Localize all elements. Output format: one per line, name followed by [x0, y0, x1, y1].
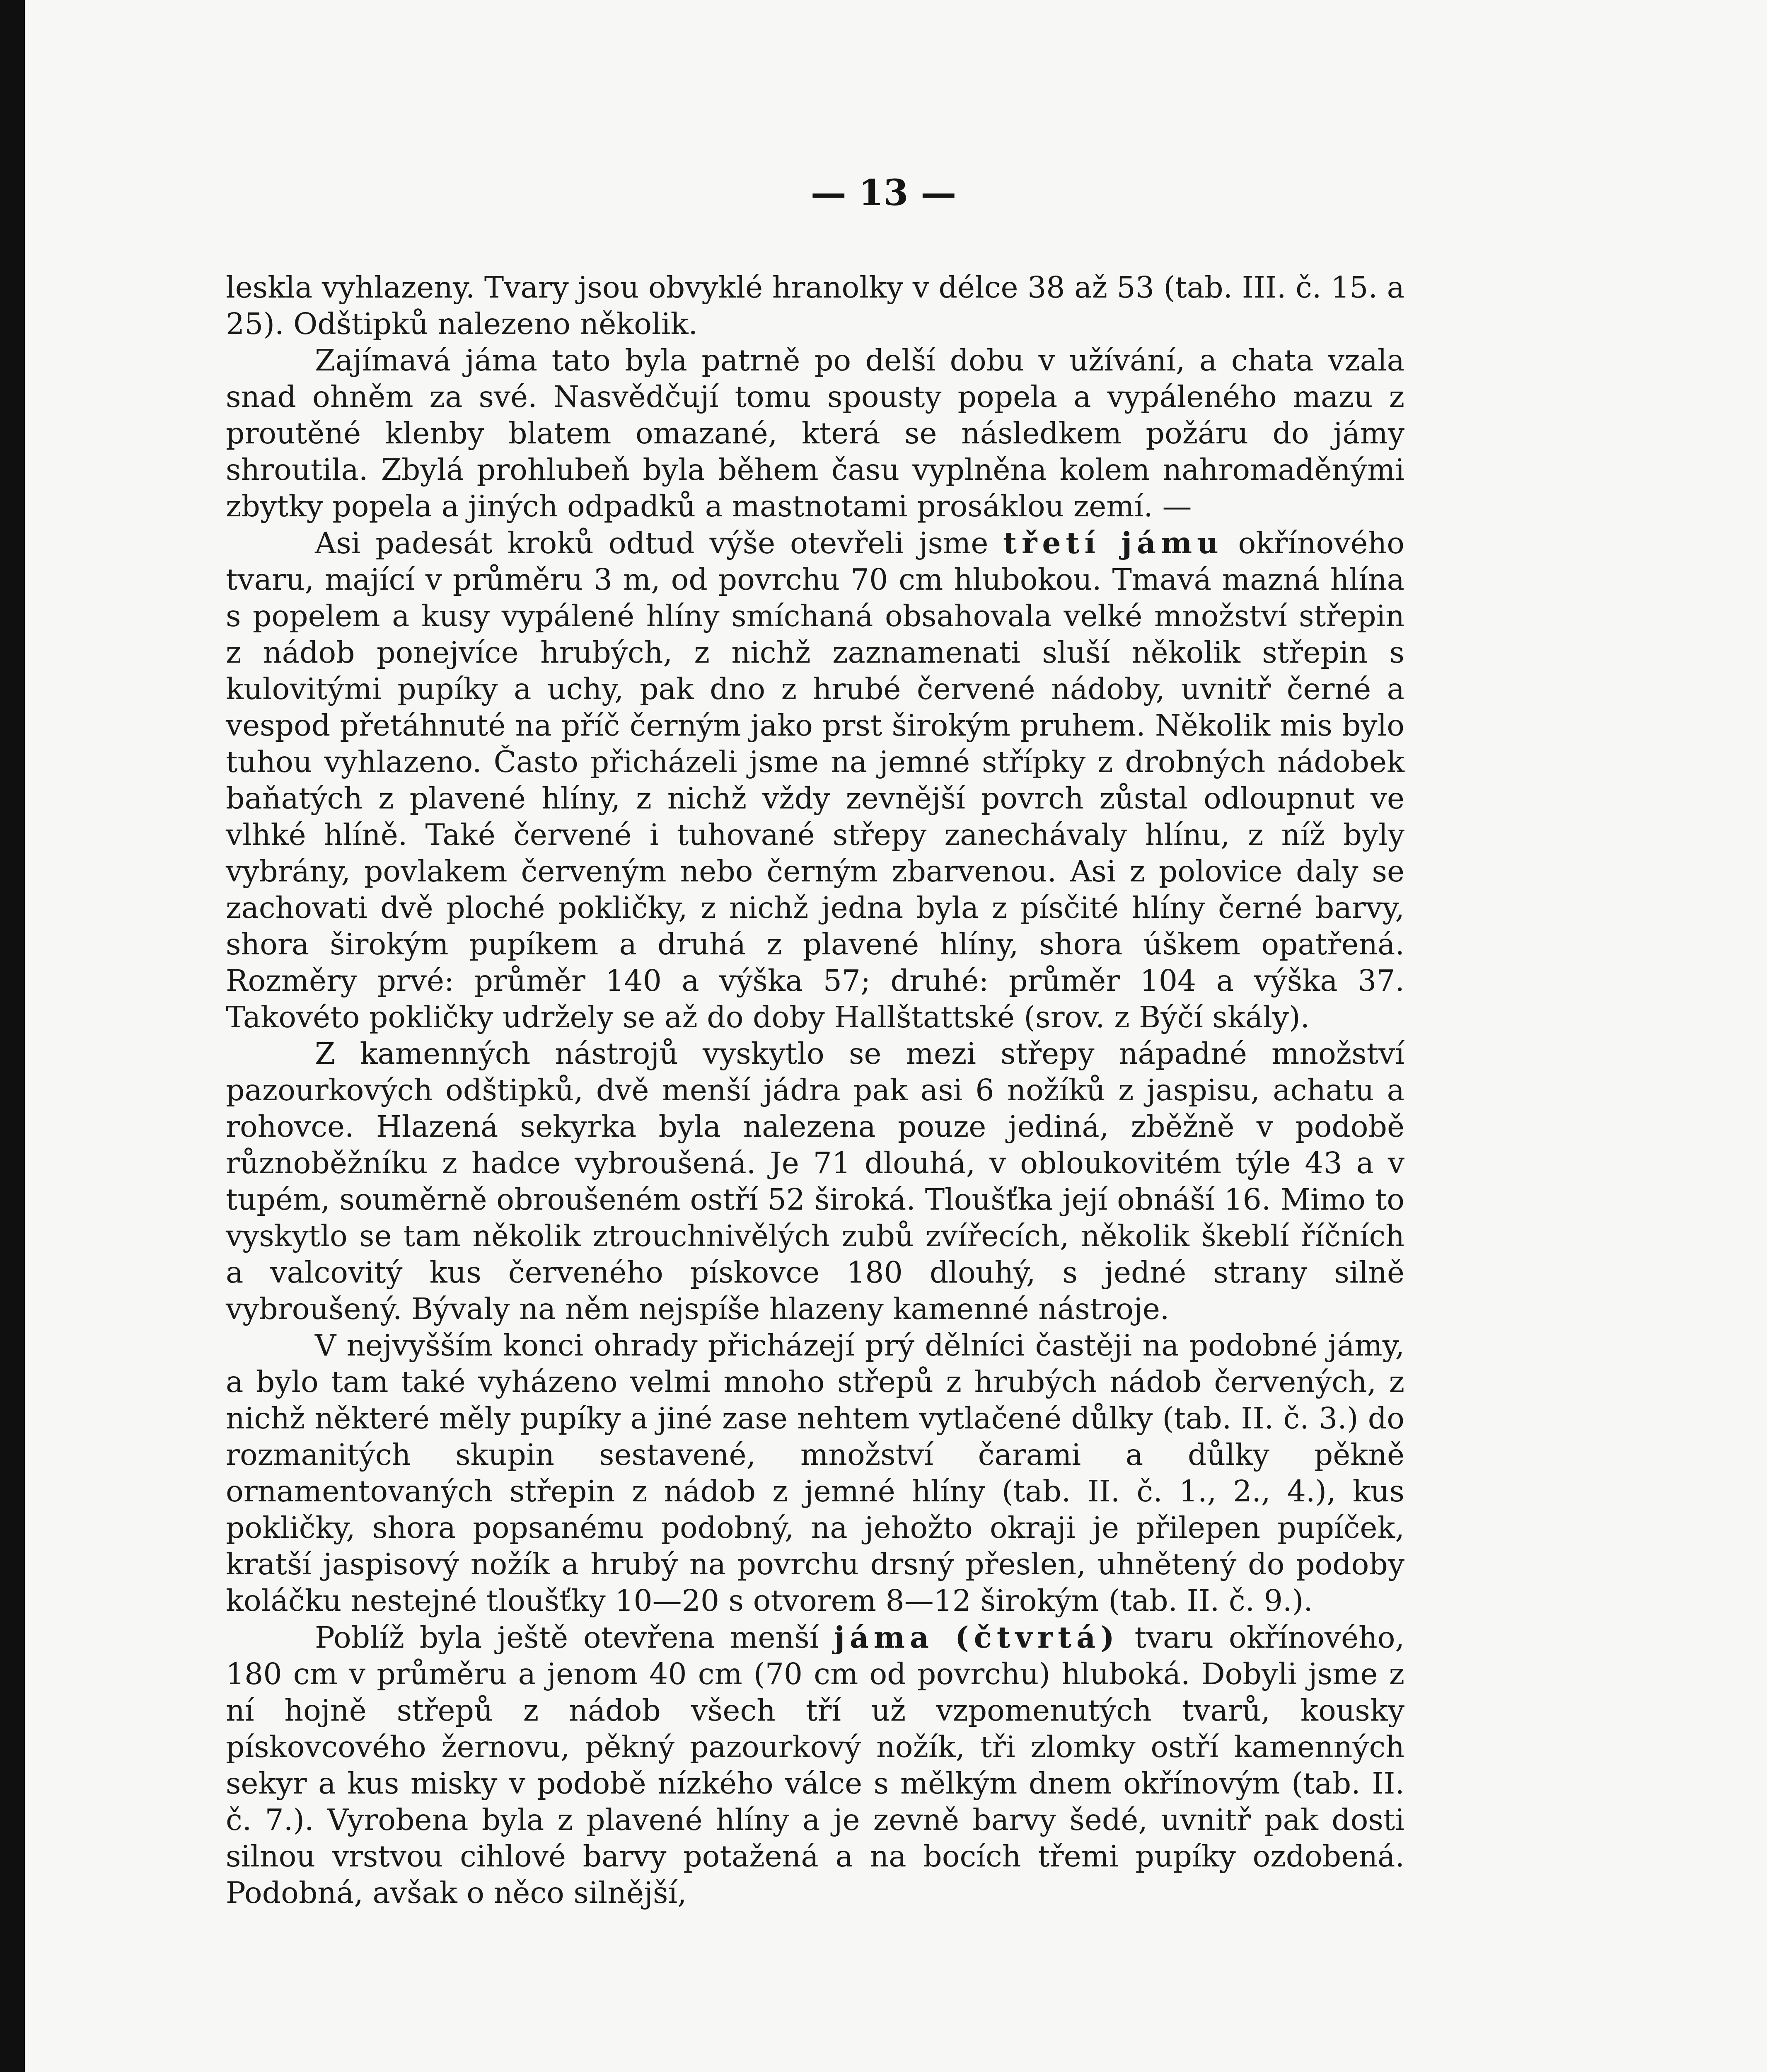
paragraph-6 [226, 1619, 1404, 1911]
scan-edge [0, 0, 25, 2072]
page-number: — 13 — [810, 172, 957, 214]
paragraph-6-emphasis: jáma (čtvrtá) [834, 1620, 1119, 1655]
paragraph-1: leskla vyhlazeny. Tvary jsou obvyklé hranolky v délce 38 až 53 (tab. III. č. 15. a 25). Odštipků nalezeno několik. [226, 270, 1404, 341]
paragraph-5: V nejvyšším konci ohrady přicházejí prý dělníci častěji na podobné jámy, a bylo tam také vyházeno velmi mnoho střepů z hrubých nádob červených, z nichž některé měly pupíky a jiné zase nehtem vytlačené důlky (tab. II. č. 3.) do rozmanitých skupin sestavené, množství čarami a důlky pěkně ornamentovaných střepin z nádob z jemné hlíny (tab. II. č. 1., 2., 4.), kus pokličky, shora popsanému podobný, na jehožto okraji je přilepen pupíček, kratší jaspisový nožík a hrubý na povrchu drsný přeslen, uhnětený do podoby koláčku nestejné tloušťky 10—20 s otvorem 8—12 širokým (tab. II. č. 9.). [226, 1328, 1404, 1618]
paragraph-3-emphasis: třetí jámu [1003, 525, 1223, 560]
paragraph-6-rest: tvaru okřínového, 180 cm v průměru a jenom 40 cm (70 cm od povrchu) hluboká. Dobyli jsme z ní hojně střepů z nádob všech tří už vzpomenutých tvarů, kousky pískovcového žernovu, pěkný pazourkový nožík, tři zlomky ostří kamenných sekyr a kus misky v podobě nízkého válce s mělkým dnem okřínovým (tab. II. č. 7.). Vyrobena byla z plavené hlíny a je zevně barvy šedé, uvnitř pak dosti silnou vrstvou cihlové barvy potažená a na bocích třemi pupíky ozdobená. Podobná, avšak o něco silnější, [226, 1620, 1405, 1910]
paragraph-4: Z kamenných nástrojů vyskytlo se mezi střepy nápadné množství pazourkových odštipků, dvě menší jádra pak asi 6 nožíků z jaspisu, achatu a rohovce. Hlazená sekyrka byla nalezena pouze jediná, zběžně v podobě různoběžníku z hadce vybroušená. Je 71 dlouhá, v obloukovitém týle 43 a v tupém, souměrně obroušeném ostří 52 široká. Tloušťka její obnáší 16. Mimo to vyskytlo se tam několik ztrouchnivělých zubů zvířecích, několik škeblí říčních a valcovitý kus červeného pískovce 180 dlouhý, s jedné strany silně vybroušený. Bývaly na něm nejspíše hlazeny kamenné nástroje. [226, 1036, 1404, 1326]
paragraph-3 [226, 525, 1404, 1036]
paragraph-2: Zajímavá jáma tato byla patrně po delší dobu v užívání, a chata vzala snad ohněm za své. Nasvědčují tomu spousty popela a vypáleného mazu z proutěné klenby blatem omazané, která se následkem požáru do jámy shroutila. Zbylá prohlubeň byla během času vyplněna kolem nahromaděnými zbytky popela a jiných odpadků a mastnotami prosáklou zemí. — [226, 343, 1404, 523]
body-text [226, 269, 1404, 1911]
paragraph-3-start: Asi padesát kroků odtud výše otevřeli jsme [315, 526, 1003, 560]
paragraph-3-rest: okřínového tvaru, mající v průměru 3 m, od povrchu 70 cm hlubokou. Tmavá mazná hlína s popelem a kusy vypálené hlíny smíchaná obsahovala velké množství střepin z nádob ponejvíce hrubých, z nichž zaznamenati sluší několik střepin s kulovitými pupíky a uchy, pak dno z hrubé červené nádoby, uvnitř černé a vespod přetáhnuté na příč černým jako prst širokým pruhem. Několik mis bylo tuhou vyhlazeno. Často přicházeli jsme na jemné střípky z drobných nádobek baňatých z plavené hlíny, z nichž vždy zevnější povrch zůstal odloupnut ve vlhké hlíně. Také červené i tuhované střepy zanechávaly hlínu, z níž byly vybrány, povlakem červeným nebo černým zbarvenou. Asi z polovice daly se zachovati dvě ploché pokličky, z nichž jedna byla z písčité hlíny černé barvy, shora širokým pupíkem a druhá z plavené hlíny, shora úškem opatřená. Rozměry prvé: průměr 140 a výška 57; druhé: průměr 104 a výška 37. Takovéto pokličky udržely se až do doby Hallštattské (srov. z Býčí skály). [226, 526, 1404, 1034]
paragraph-6-start: Poblíž byla ještě otevřena menší [315, 1620, 834, 1655]
